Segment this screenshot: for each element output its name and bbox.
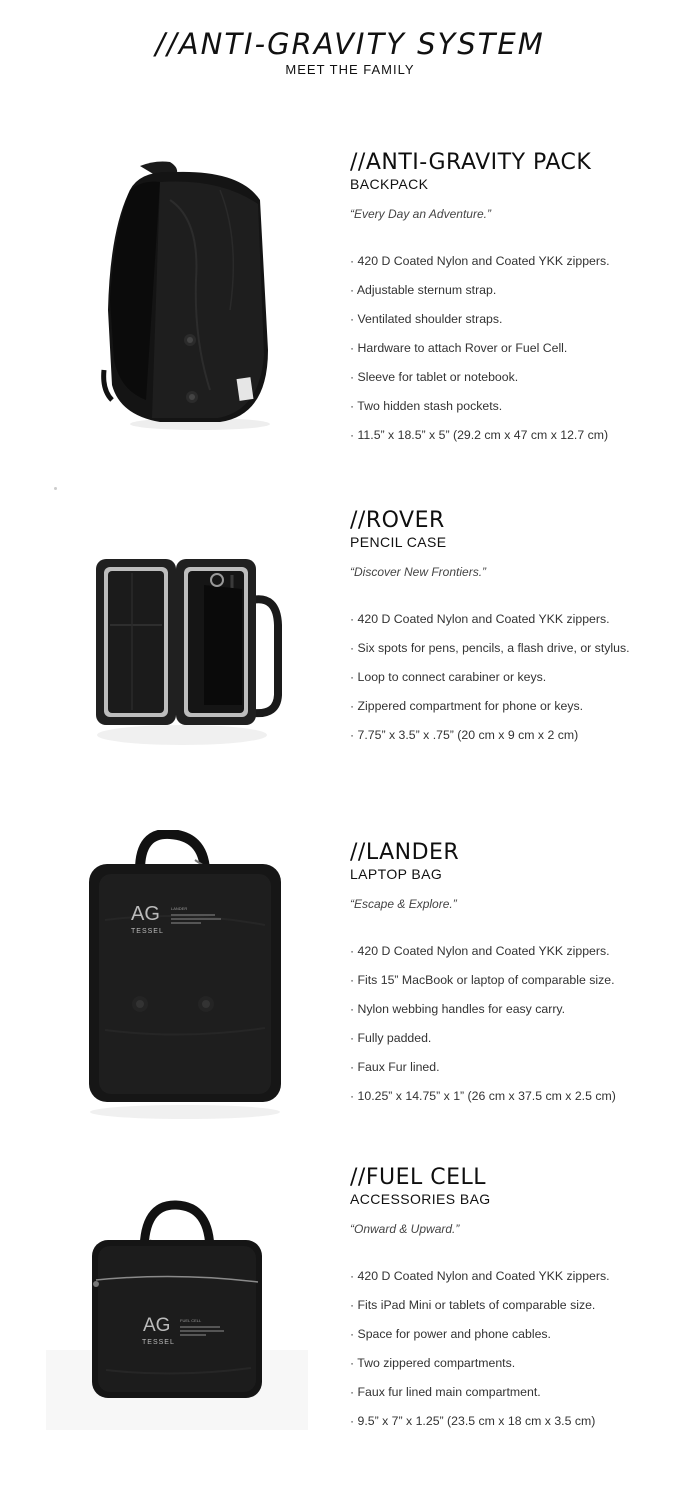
product-type: BACKPACK	[350, 176, 429, 192]
product-tagline: “Every Day an Adventure.”	[350, 207, 491, 221]
product-info	[350, 840, 695, 1103]
feature-item: · Space for power and phone cables.	[350, 1327, 551, 1341]
product-tagline: “Escape & Explore.”	[350, 897, 457, 911]
feature-item: · 7.75” x 3.5” x .75” (20 cm x 9 cm x 2 cm)	[350, 728, 579, 742]
product-name: //ROVER	[350, 508, 445, 533]
feature-item: · Ventilated shoulder straps.	[350, 312, 503, 326]
pencil-case-photo	[92, 555, 282, 750]
product-type: PENCIL CASE	[350, 534, 447, 550]
page-subtitle: MEET THE FAMILY	[285, 62, 415, 77]
feature-item: · Six spots for pens, pencils, a flash drive, or stylus.	[350, 641, 630, 655]
feature-item: · 11.5” x 18.5” x 5” (29.2 cm x 47 cm x 12.7 cm)	[350, 428, 609, 442]
feature-item: · Hardware to attach Rover or Fuel Cell.	[350, 341, 568, 355]
bag-brand: TESSEL	[131, 928, 164, 935]
feature-item: · Fits 15” MacBook or laptop of comparable size.	[350, 973, 615, 987]
accessories-bag-photo	[46, 1200, 308, 1430]
product-tagline: “Discover New Frontiers.”	[350, 565, 487, 579]
product-type: ACCESSORIES BAG	[350, 1191, 491, 1207]
feature-item: · 420 D Coated Nylon and Coated YKK zippers.	[350, 612, 610, 626]
page-header	[0, 26, 700, 78]
feature-list	[350, 254, 610, 457]
feature-item: · Fits iPad Mini or tablets of comparable size.	[350, 1298, 596, 1312]
product-name: //FUEL CELL	[350, 1165, 487, 1190]
feature-item: · Two hidden stash pockets.	[350, 399, 503, 413]
laptop-bag-photo	[85, 830, 285, 1120]
feature-item: · 9.5” x 7” x 1.25” (23.5 cm x 18 cm x 3.5 cm)	[350, 1414, 596, 1428]
product-info	[350, 508, 695, 742]
feature-item: · 10.25” x 14.75” x 1” (26 cm x 37.5 cm x 2.5 cm)	[350, 1089, 616, 1103]
feature-item: · Adjustable sternum strap.	[350, 283, 497, 297]
bag-brand: TESSEL	[142, 1339, 175, 1346]
backpack-photo	[100, 160, 272, 432]
feature-item: · 420 D Coated Nylon and Coated YKK zippers.	[350, 1269, 610, 1283]
feature-item: · Faux Fur lined.	[350, 1060, 440, 1074]
product-info	[350, 1165, 695, 1428]
feature-list	[350, 1269, 610, 1443]
feature-list	[350, 944, 616, 1118]
bag-logo: AG	[131, 903, 160, 925]
feature-item: · Zippered compartment for phone or keys.	[350, 699, 584, 713]
product-name: //ANTI-GRAVITY PACK	[350, 150, 592, 175]
feature-item: · Two zippered compartments.	[350, 1356, 516, 1370]
bag-label: FUEL CELL	[180, 1318, 202, 1323]
product-info	[350, 150, 695, 442]
stray-dot	[54, 487, 57, 490]
product-tagline: “Onward & Upward.”	[350, 1222, 460, 1236]
feature-item: · Nylon webbing handles for easy carry.	[350, 1002, 566, 1016]
feature-item: · 420 D Coated Nylon and Coated YKK zippers.	[350, 944, 610, 958]
feature-item: · 420 D Coated Nylon and Coated YKK zippers.	[350, 254, 610, 268]
product-name: //LANDER	[350, 840, 460, 865]
feature-item: · Fully padded.	[350, 1031, 432, 1045]
bag-logo: AG	[143, 1315, 171, 1336]
feature-item: · Faux fur lined main compartment.	[350, 1385, 541, 1399]
page-title: //ANTI-GRAVITY SYSTEM	[155, 27, 545, 61]
product-type: LAPTOP BAG	[350, 866, 443, 882]
bag-label: LANDER	[171, 906, 188, 911]
feature-item: · Loop to connect carabiner or keys.	[350, 670, 547, 684]
feature-list	[350, 612, 630, 757]
feature-item: · Sleeve for tablet or notebook.	[350, 370, 519, 384]
